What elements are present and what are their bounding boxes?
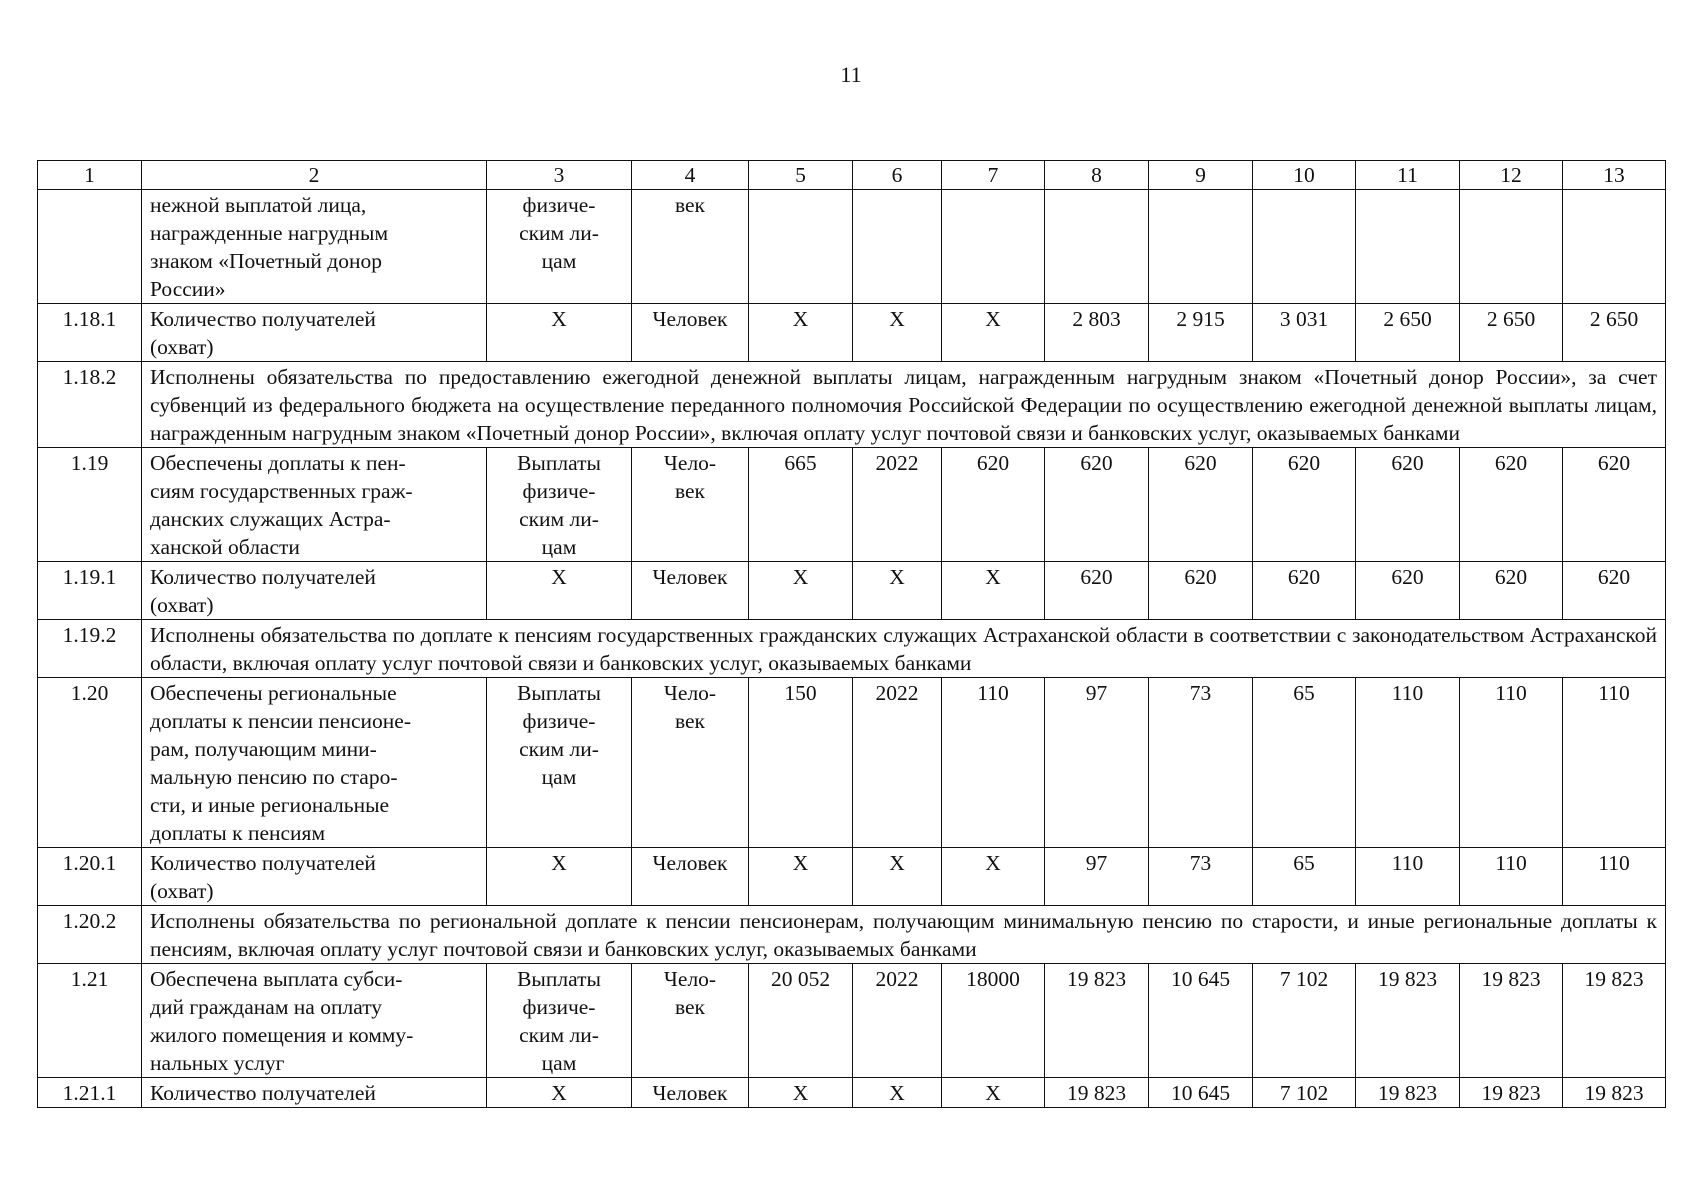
- table-cell: 18000: [942, 964, 1045, 1078]
- table-cell: 620: [1149, 562, 1253, 620]
- table-cell: [1149, 190, 1253, 304]
- table-cell: 620: [942, 448, 1045, 562]
- table-cell: 620: [1356, 562, 1460, 620]
- table-cell: 620: [1253, 448, 1356, 562]
- table-cell: 19 823: [1460, 964, 1563, 1078]
- table-cell: 150: [749, 678, 853, 848]
- table-cell: Выплаты физиче- ским ли- цам: [487, 678, 632, 848]
- table-cell: 620: [1460, 562, 1563, 620]
- table-cell: 110: [1460, 678, 1563, 848]
- table-cell: Выплаты физиче- ским ли- цам: [487, 448, 632, 562]
- column-number-7: 7: [942, 161, 1045, 190]
- table-cell: 2 650: [1356, 304, 1460, 362]
- description-cell: Исполнены обязательства по региональной доплате к пенсии пенсионерам, получающим минимальную пенсию по старости, и иные региональные доплаты к пенсиям, включая оплату услуг почтовой связи и банковских услуг, оказываемых банками: [142, 906, 1666, 964]
- table-row: [38, 448, 1666, 562]
- table-row-description: [38, 620, 1666, 678]
- table-row: [38, 1078, 1666, 1108]
- table-cell: 73: [1149, 848, 1253, 906]
- row-number-cell: 1.20.2: [38, 906, 142, 964]
- table-cell: 19 823: [1045, 1078, 1149, 1108]
- table-cell: 110: [1356, 678, 1460, 848]
- table-cell: Человек: [632, 304, 749, 362]
- table-cell: 19 823: [1356, 1078, 1460, 1108]
- row-number-cell: 1.21.1: [38, 1078, 142, 1108]
- table-cell: 110: [1563, 848, 1666, 906]
- table-cell: 2022: [853, 678, 942, 848]
- row-number-cell: [38, 190, 142, 304]
- table-cell: 10 645: [1149, 1078, 1253, 1108]
- row-number-cell: 1.21: [38, 964, 142, 1078]
- column-number-13: 13: [1563, 161, 1666, 190]
- table-cell: 2 650: [1563, 304, 1666, 362]
- description-cell: Исполнены обязательства по доплате к пенсиям государственных гражданских служащих Астраханской области в соответствии с законодательством Астраханской области, включая оплату услуг почтовой связи и банковских услуг, оказываемых банками: [142, 620, 1666, 678]
- table-cell: 73: [1149, 678, 1253, 848]
- table-cell: 65: [1253, 848, 1356, 906]
- table-cell: 110: [942, 678, 1045, 848]
- table-cell: 110: [1356, 848, 1460, 906]
- table-cell: [1356, 190, 1460, 304]
- table-cell: Х: [853, 848, 942, 906]
- indicator-name-cell: Количество получателей (охват): [142, 562, 487, 620]
- indicator-name-cell: Обеспечены региональные доплаты к пенсии пенсионе- рам, получающим мини- мальную пенсию по старо- сти, и иные региональные доплаты к пенсиям: [142, 678, 487, 848]
- table-cell: Х: [749, 562, 853, 620]
- table-cell: Х: [487, 304, 632, 362]
- table-cell: 19 823: [1563, 1078, 1666, 1108]
- table-cell: Х: [853, 1078, 942, 1108]
- column-number-11: 11: [1356, 161, 1460, 190]
- column-number-9: 9: [1149, 161, 1253, 190]
- table-cell: [1253, 190, 1356, 304]
- table-cell: 19 823: [1460, 1078, 1563, 1108]
- table-cell: [853, 190, 942, 304]
- table-cell: [1460, 190, 1563, 304]
- table-cell: 620: [1253, 562, 1356, 620]
- table-row-description: [38, 906, 1666, 964]
- table-cell: 665: [749, 448, 853, 562]
- table-cell: 620: [1460, 448, 1563, 562]
- column-number-8: 8: [1045, 161, 1149, 190]
- column-number-6: 6: [853, 161, 942, 190]
- table-cell: Чело- век: [632, 964, 749, 1078]
- row-number-cell: 1.19.2: [38, 620, 142, 678]
- column-number-12: 12: [1460, 161, 1563, 190]
- table-row: [38, 190, 1666, 304]
- table-cell: Человек: [632, 562, 749, 620]
- column-number-1: 1: [38, 161, 142, 190]
- table-cell: 110: [1460, 848, 1563, 906]
- table-cell: 2 803: [1045, 304, 1149, 362]
- row-number-cell: 1.19.1: [38, 562, 142, 620]
- table-cell: Х: [749, 848, 853, 906]
- column-number-4: 4: [632, 161, 749, 190]
- table-cell: Чело- век: [632, 678, 749, 848]
- table-row: [38, 848, 1666, 906]
- table-cell: 2022: [853, 448, 942, 562]
- table-cell: 65: [1253, 678, 1356, 848]
- table-cell: Выплаты физиче- ским ли- цам: [487, 964, 632, 1078]
- table-cell: 2 915: [1149, 304, 1253, 362]
- table-cell: [1045, 190, 1149, 304]
- table-cell: [942, 190, 1045, 304]
- row-number-cell: 1.20: [38, 678, 142, 848]
- table-cell: 7 102: [1253, 1078, 1356, 1108]
- row-number-cell: 1.18.2: [38, 362, 142, 448]
- table-cell: 620: [1563, 448, 1666, 562]
- table-cell: Человек: [632, 1078, 749, 1108]
- indicator-name-cell: Количество получателей (охват): [142, 304, 487, 362]
- table-cell: Чело- век: [632, 448, 749, 562]
- table-row: [38, 304, 1666, 362]
- table-cell: 620: [1045, 448, 1149, 562]
- table-row-description: [38, 362, 1666, 448]
- row-number-cell: 1.18.1: [38, 304, 142, 362]
- table-cell: 10 645: [1149, 964, 1253, 1078]
- table-cell: 620: [1356, 448, 1460, 562]
- table-cell: [1563, 190, 1666, 304]
- table-cell: 620: [1045, 562, 1149, 620]
- column-number-2: 2: [142, 161, 487, 190]
- table-cell: 20 052: [749, 964, 853, 1078]
- description-cell: Исполнены обязательства по предоставлению ежегодной денежной выплаты лицам, награжденным нагрудным знаком «Почетный донор России», за счет субвенций из федерального бюджета на осуществление переданного полномочия Российской Федерации по осуществлению ежегодной денежной выплаты лицам, награжденным нагрудным знаком «Почетный донор России», включая оплату услуг почтовой связи и банковских услуг, оказываемых банками: [142, 362, 1666, 448]
- row-number-cell: 1.20.1: [38, 848, 142, 906]
- table-cell: Х: [749, 1078, 853, 1108]
- table-cell: Х: [487, 562, 632, 620]
- table-cell: Х: [853, 562, 942, 620]
- table-cell: Х: [942, 562, 1045, 620]
- table-cell: Х: [487, 848, 632, 906]
- table-cell: Х: [942, 1078, 1045, 1108]
- column-number-10: 10: [1253, 161, 1356, 190]
- table-cell: 2 650: [1460, 304, 1563, 362]
- indicator-table: [37, 160, 1666, 1108]
- table-row: [38, 678, 1666, 848]
- table-cell: 110: [1563, 678, 1666, 848]
- column-number-5: 5: [749, 161, 853, 190]
- table-cell: 620: [1563, 562, 1666, 620]
- table-cell: Человек: [632, 848, 749, 906]
- table-cell: 7 102: [1253, 964, 1356, 1078]
- table-cell: 97: [1045, 848, 1149, 906]
- table-cell: 2022: [853, 964, 942, 1078]
- indicator-name-cell: Количество получателей: [142, 1078, 487, 1108]
- table-row: [38, 562, 1666, 620]
- table-row: [38, 964, 1666, 1078]
- indicator-name-cell: Обеспечена выплата субси- дий гражданам на оплату жилого помещения и комму- нальных услуг: [142, 964, 487, 1078]
- table-cell: 19 823: [1563, 964, 1666, 1078]
- table-cell: 620: [1149, 448, 1253, 562]
- table-cell: век: [632, 190, 749, 304]
- table-cell: [749, 190, 853, 304]
- indicator-name-cell: Обеспечены доплаты к пен- сиям государственных граж- данских служащих Астра- ханской области: [142, 448, 487, 562]
- table-cell: Х: [853, 304, 942, 362]
- table-cell: 19 823: [1356, 964, 1460, 1078]
- table-cell: Х: [487, 1078, 632, 1108]
- indicator-name-cell: Количество получателей (охват): [142, 848, 487, 906]
- indicator-name-cell: нежной выплатой лица, награжденные нагрудным знаком «Почетный донор России»: [142, 190, 487, 304]
- page-number: 11: [840, 62, 862, 87]
- table-cell: Х: [749, 304, 853, 362]
- table-cell: 3 031: [1253, 304, 1356, 362]
- column-number-3: 3: [487, 161, 632, 190]
- table-cell: 19 823: [1045, 964, 1149, 1078]
- table-cell: 97: [1045, 678, 1149, 848]
- table-cell: физиче- ским ли- цам: [487, 190, 632, 304]
- header-row: [38, 161, 1666, 190]
- row-number-cell: 1.19: [38, 448, 142, 562]
- table-cell: Х: [942, 304, 1045, 362]
- table-cell: Х: [942, 848, 1045, 906]
